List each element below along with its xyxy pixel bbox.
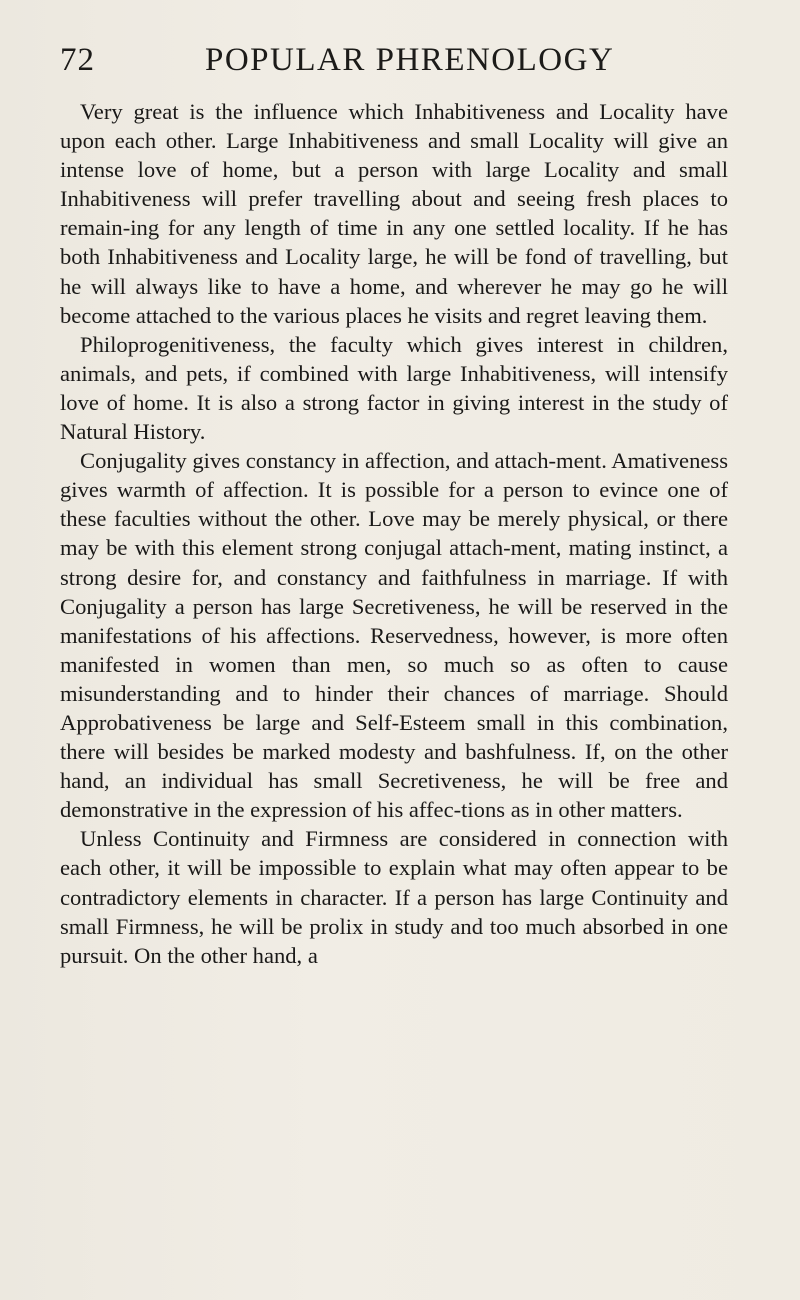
body-text bbox=[60, 97, 728, 970]
page-header bbox=[60, 38, 750, 88]
paragraph-inhabitiveness-locality: Very great is the influence which Inhabitiveness and Locality have upon each other. Large Inhabitiveness and small Locality will give an intense love of home, but a person with large Locality and small Inhabitiveness will prefer travelling about and seeing fresh places to remain-ing for any length of time in any one settled locality. If he has both Inhabitiveness and Locality large, he will be fond of travelling, but he will always like to have a home, and wherever he may go he will become attached to the various places he visits and regret leaving them. bbox=[60, 99, 728, 328]
running-title: POPULAR PHRENOLOGY bbox=[205, 42, 615, 78]
paragraph-conjugality: Conjugality gives constancy in affection, and attach-ment. Amativeness gives warmth of affection. It is possible for a person to evince one of these faculties without the other. Love may be merely physical, or there may be with this element strong conjugal attach-ment, mating instinct, a strong desire for, and constancy and faithfulness in marriage. If with Conjugality a person has large Secretiveness, he will be reserved in the manifestations of his affections. Reservedness, however, is more often manifested in women than men, so much so as often to cause misunderstanding and to hinder their chances of marriage. Should Approbativeness be large and Self-Esteem small in this combination, there will besides be marked modesty and bashfulness. If, on the other hand, an individual has small Secretiveness, he will be free and demonstrative in the expression of his affec-tions as in other matters. bbox=[60, 448, 728, 823]
paragraph-continuity-firmness: Unless Continuity and Firmness are considered in connection with each other, it will be impossible to explain what may often appear to be contradictory elements in character. If a person has large Continuity and small Firmness, he will be prolix in study and too much absorbed in one pursuit. On the other hand, a bbox=[60, 826, 728, 968]
paragraph-philoprogenitiveness: Philoprogenitiveness, the faculty which gives interest in children, animals, and pets, if combined with large Inhabitiveness, will intensify love of home. It is also a strong factor in giving interest in the study of Natural History. bbox=[60, 331, 728, 445]
page-number: 72 bbox=[60, 42, 95, 78]
